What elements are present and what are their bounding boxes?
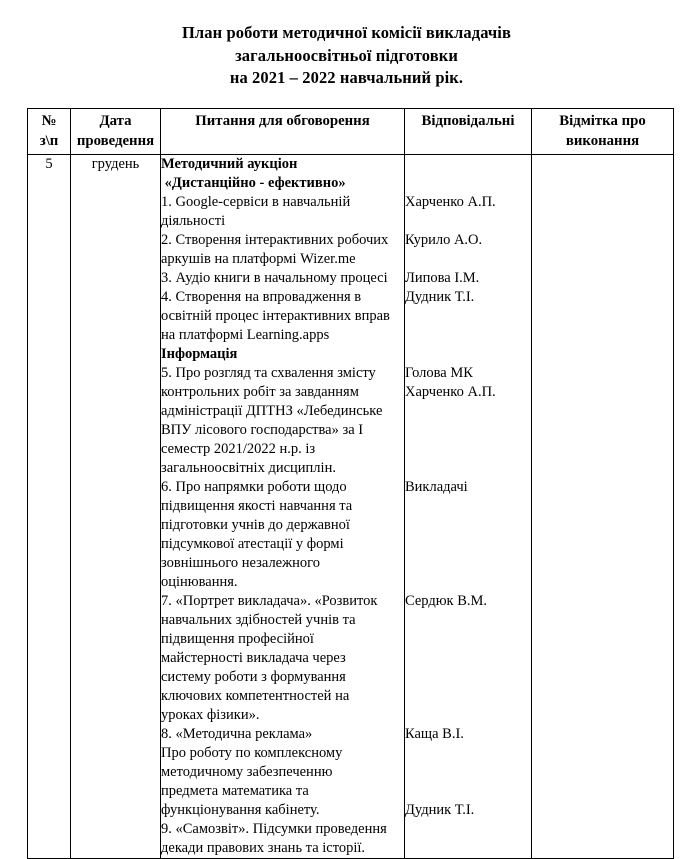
topic-line: Інформація	[161, 346, 238, 362]
responsible-line-empty	[405, 744, 531, 763]
topic-line: 4. Створення на впровадження в	[161, 289, 362, 305]
table-row	[28, 155, 674, 859]
responsible-line-empty	[405, 554, 531, 573]
page-title	[0, 22, 693, 90]
responsible-line: Викладачі	[405, 479, 468, 495]
cell-mark	[532, 155, 674, 859]
topic-line: підсумкової атестації у формі	[161, 536, 344, 552]
responsible-line: Харченко А.П.	[405, 384, 496, 400]
topic-line: підготовки учнів до державної	[161, 517, 350, 533]
column-header-responsible: Відповідальні	[405, 109, 532, 155]
responsible-line-empty	[405, 687, 531, 706]
column-header-topic: Питання для обговорення	[161, 109, 405, 155]
topic-line: підвищення професійної	[161, 631, 314, 647]
responsible-line: Каща В.І.	[405, 726, 464, 742]
responsible-line: Дудник Т.І.	[405, 289, 475, 305]
topic-line: підвищення якості навчання та	[161, 498, 353, 514]
topic-line: 5. Про розгляд та схвалення змісту	[161, 365, 376, 381]
topic-line: контрольних робіт за завданням	[161, 384, 359, 400]
title-line-1: План роботи методичної комісії викладачів	[182, 23, 511, 42]
responsible-line-empty	[405, 402, 531, 421]
topic-line: ВПУ лісового господарства» за І	[161, 422, 364, 438]
topic-line: ключових компетентностей на	[161, 688, 350, 704]
topic-line: Методичний аукціон	[161, 156, 298, 172]
topic-line: 2. Створення інтерактивних робочих	[161, 232, 389, 248]
cell-responsible	[405, 155, 532, 859]
topic-line: освітній процес інтерактивних вправ	[161, 308, 390, 324]
work-plan-table	[27, 108, 674, 859]
responsible-line-empty	[405, 763, 531, 782]
topic-line: майстерності викладача через	[161, 650, 346, 666]
responsible-line: Голова МК	[405, 365, 473, 381]
responsible-line-empty	[405, 573, 531, 592]
topic-line: 9. «Самозвіт». Підсумки проведення	[161, 821, 387, 837]
column-header-date-line1: Дата	[99, 113, 132, 129]
responsible-line-empty	[405, 459, 531, 478]
responsible-line-empty	[405, 345, 531, 364]
responsible-line-empty	[405, 820, 531, 839]
cell-number: 5	[28, 155, 71, 859]
responsible-line: Курило А.О.	[405, 232, 483, 248]
responsible-line-empty	[405, 839, 531, 858]
topic-line: 3. Аудіо книги в начальному процесі	[161, 270, 388, 286]
responsible-line-empty	[405, 155, 531, 174]
responsible-line-empty	[405, 421, 531, 440]
topic-line: загальноосвітніх дисциплін.	[161, 460, 336, 476]
responsible-line-empty	[405, 174, 531, 193]
column-header-mark	[532, 109, 674, 155]
topic-line: адміністрації ДПТНЗ «Лебединське	[161, 403, 383, 419]
column-header-number-line2: з\п	[39, 133, 59, 149]
column-header-mark-line2: виконання	[565, 133, 640, 149]
topic-line: декади правових знань та історії.	[161, 840, 366, 856]
topic-line: «Дистанційно - ефективно»	[161, 175, 346, 191]
topic-line: діяльності	[161, 213, 226, 229]
responsible-line-empty	[405, 497, 531, 516]
responsible-line: Дудник Т.І.	[405, 802, 475, 818]
table-body	[28, 155, 674, 859]
title-line-2: загальноосвітньої підготовки	[235, 45, 458, 65]
topic-line: 1. Google-сервіси в навчальній	[161, 194, 351, 210]
topic-line: 8. «Методична реклама»	[161, 726, 313, 742]
column-header-mark-line1: Відмітка про	[559, 113, 646, 129]
responsible-line-empty	[405, 535, 531, 554]
topic-line: систему роботи з формування	[161, 669, 346, 685]
responsible-line: Сердюк В.М.	[405, 593, 488, 609]
topic-line: аркушів на платформі Wizer.me	[161, 251, 356, 267]
topic-line: семестр 2021/2022 н.р. із	[161, 441, 316, 457]
topic-line: функціонування кабінету.	[161, 802, 320, 818]
responsible-line-list	[405, 155, 531, 858]
topic-line: зовнішнього незалежного	[161, 555, 320, 571]
column-header-date	[71, 109, 161, 155]
topic-line: предмета математика та	[161, 783, 309, 799]
cell-topic	[161, 155, 405, 859]
topic-line: оцінювання.	[161, 574, 238, 590]
table-header-row	[28, 109, 674, 155]
topic-line: Про роботу по комплексному	[161, 745, 343, 761]
column-header-number	[28, 109, 71, 155]
responsible-line: Липова І.М.	[405, 270, 480, 286]
responsible-line-empty	[405, 782, 531, 801]
title-line-3: на 2021 – 2022 навчальний рік.	[229, 68, 464, 87]
responsible-line-empty	[405, 668, 531, 687]
responsible-line-empty	[405, 516, 531, 535]
column-header-number-line1: №	[41, 113, 57, 129]
responsible-line-empty	[405, 440, 531, 459]
topic-line: 7. «Портрет викладача». «Розвиток	[161, 593, 378, 609]
responsible-line-empty	[405, 706, 531, 725]
column-header-date-line2: проведення	[76, 133, 155, 149]
topic-line: 6. Про напрямки роботи щодо	[161, 479, 347, 495]
topic-line-list	[161, 155, 404, 858]
topic-line: методичному забезпеченню	[161, 764, 333, 780]
topic-line: уроках фізики».	[161, 707, 260, 723]
responsible-line-empty	[405, 326, 531, 345]
cell-date: грудень	[71, 155, 161, 859]
responsible-line-empty	[405, 307, 531, 326]
responsible-line-empty	[405, 611, 531, 630]
topic-line: на платформі Learning.apps	[161, 327, 330, 343]
responsible-line-empty	[405, 630, 531, 649]
responsible-line-empty	[405, 649, 531, 668]
responsible-line-empty	[405, 250, 531, 269]
topic-line: навчальних здібностей учнів та	[161, 612, 356, 628]
responsible-line-empty	[405, 212, 531, 231]
responsible-line: Харченко А.П.	[405, 194, 496, 210]
